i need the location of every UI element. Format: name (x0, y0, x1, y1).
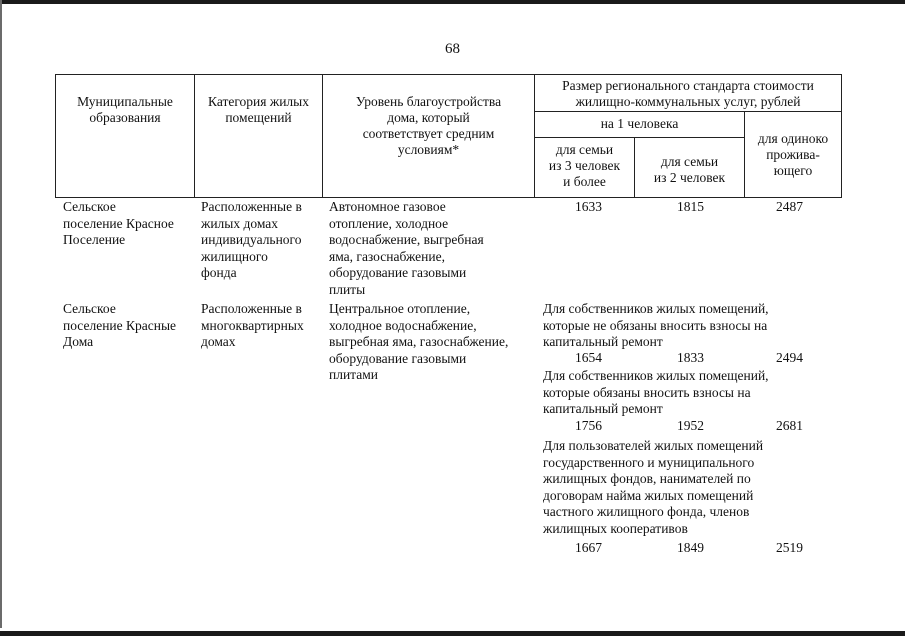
row2-group3-value-single: 2519 (776, 540, 803, 555)
header-per-person: на 1 человека (600, 116, 679, 131)
page-number: 68 (445, 41, 460, 57)
row2-municipal: Сельское поселение Красные Дома (63, 301, 177, 349)
row1-value-family3: 1633 (575, 199, 602, 214)
row2-group3-note: Для пользователей жилых помещений государственного и муниципального жилищных фондов, нанимателей по договорам найма жилых помещений частного жилищного фонда, членов жилищных кооперативов (543, 438, 764, 536)
header-table (55, 74, 842, 198)
header-size-title: Размер регионального стандарта стоимости жилищно-коммунальных услуг, рублей (562, 78, 814, 109)
row2-category: Расположенные в многоквартирных домах (201, 301, 304, 349)
row1-category: Расположенные в жилых домах индивидуального жилищного фонда (201, 199, 302, 280)
row2-group1-value-single: 2494 (776, 350, 803, 365)
header-family2: для семьи из 2 человек (653, 154, 726, 185)
row2-group3-value-family2: 1849 (677, 540, 704, 555)
row2-group2-value-family2: 1952 (677, 418, 704, 433)
row1-value-single: 2487 (776, 199, 803, 214)
scan-bottom-edge (0, 628, 905, 640)
row1-level: Автономное газовое отопление, холодное водоснабжение, выгребная яма, газоснабжение, оборудование газовыми плиты (329, 199, 484, 297)
divider-below-per-person (534, 137, 744, 138)
row2-group1-value-family2: 1833 (677, 350, 704, 365)
scan-top-edge (0, 0, 905, 4)
row2-group1-note: Для собственников жилых помещений, которые не обязаны вносить взносы на капитальный ремонт (543, 301, 769, 349)
header-category: Категория жилых помещений (208, 94, 309, 125)
header-single: для одиноко прожива- ющего (757, 131, 829, 178)
row2-group2-note: Для собственников жилых помещений, которые обязаны вносить взносы на капитальный ремонт (543, 368, 769, 416)
row2-group1-value-family3: 1654 (575, 350, 602, 365)
row1-municipal: Сельское поселение Красное Поселение (63, 199, 174, 247)
row2-group2-value-single: 2681 (776, 418, 803, 433)
scan-left-edge (0, 0, 2, 640)
divider-below-size-title (534, 111, 841, 112)
header-level: Уровень благоустройства дома, который соответствует средним условиям* (355, 94, 502, 157)
row1-value-family2: 1815 (677, 199, 704, 214)
row2-group2-value-family3: 1756 (575, 418, 602, 433)
row2-group3-value-family3: 1667 (575, 540, 602, 555)
row2-level: Центральное отопление, холодное водоснабжение, выгребная яма, газоснабжение, оборудование газовыми плитами (329, 301, 509, 382)
header-family3: для семьи из 3 человек и более (548, 142, 621, 189)
header-municipal: Муниципальные образования (77, 94, 173, 125)
